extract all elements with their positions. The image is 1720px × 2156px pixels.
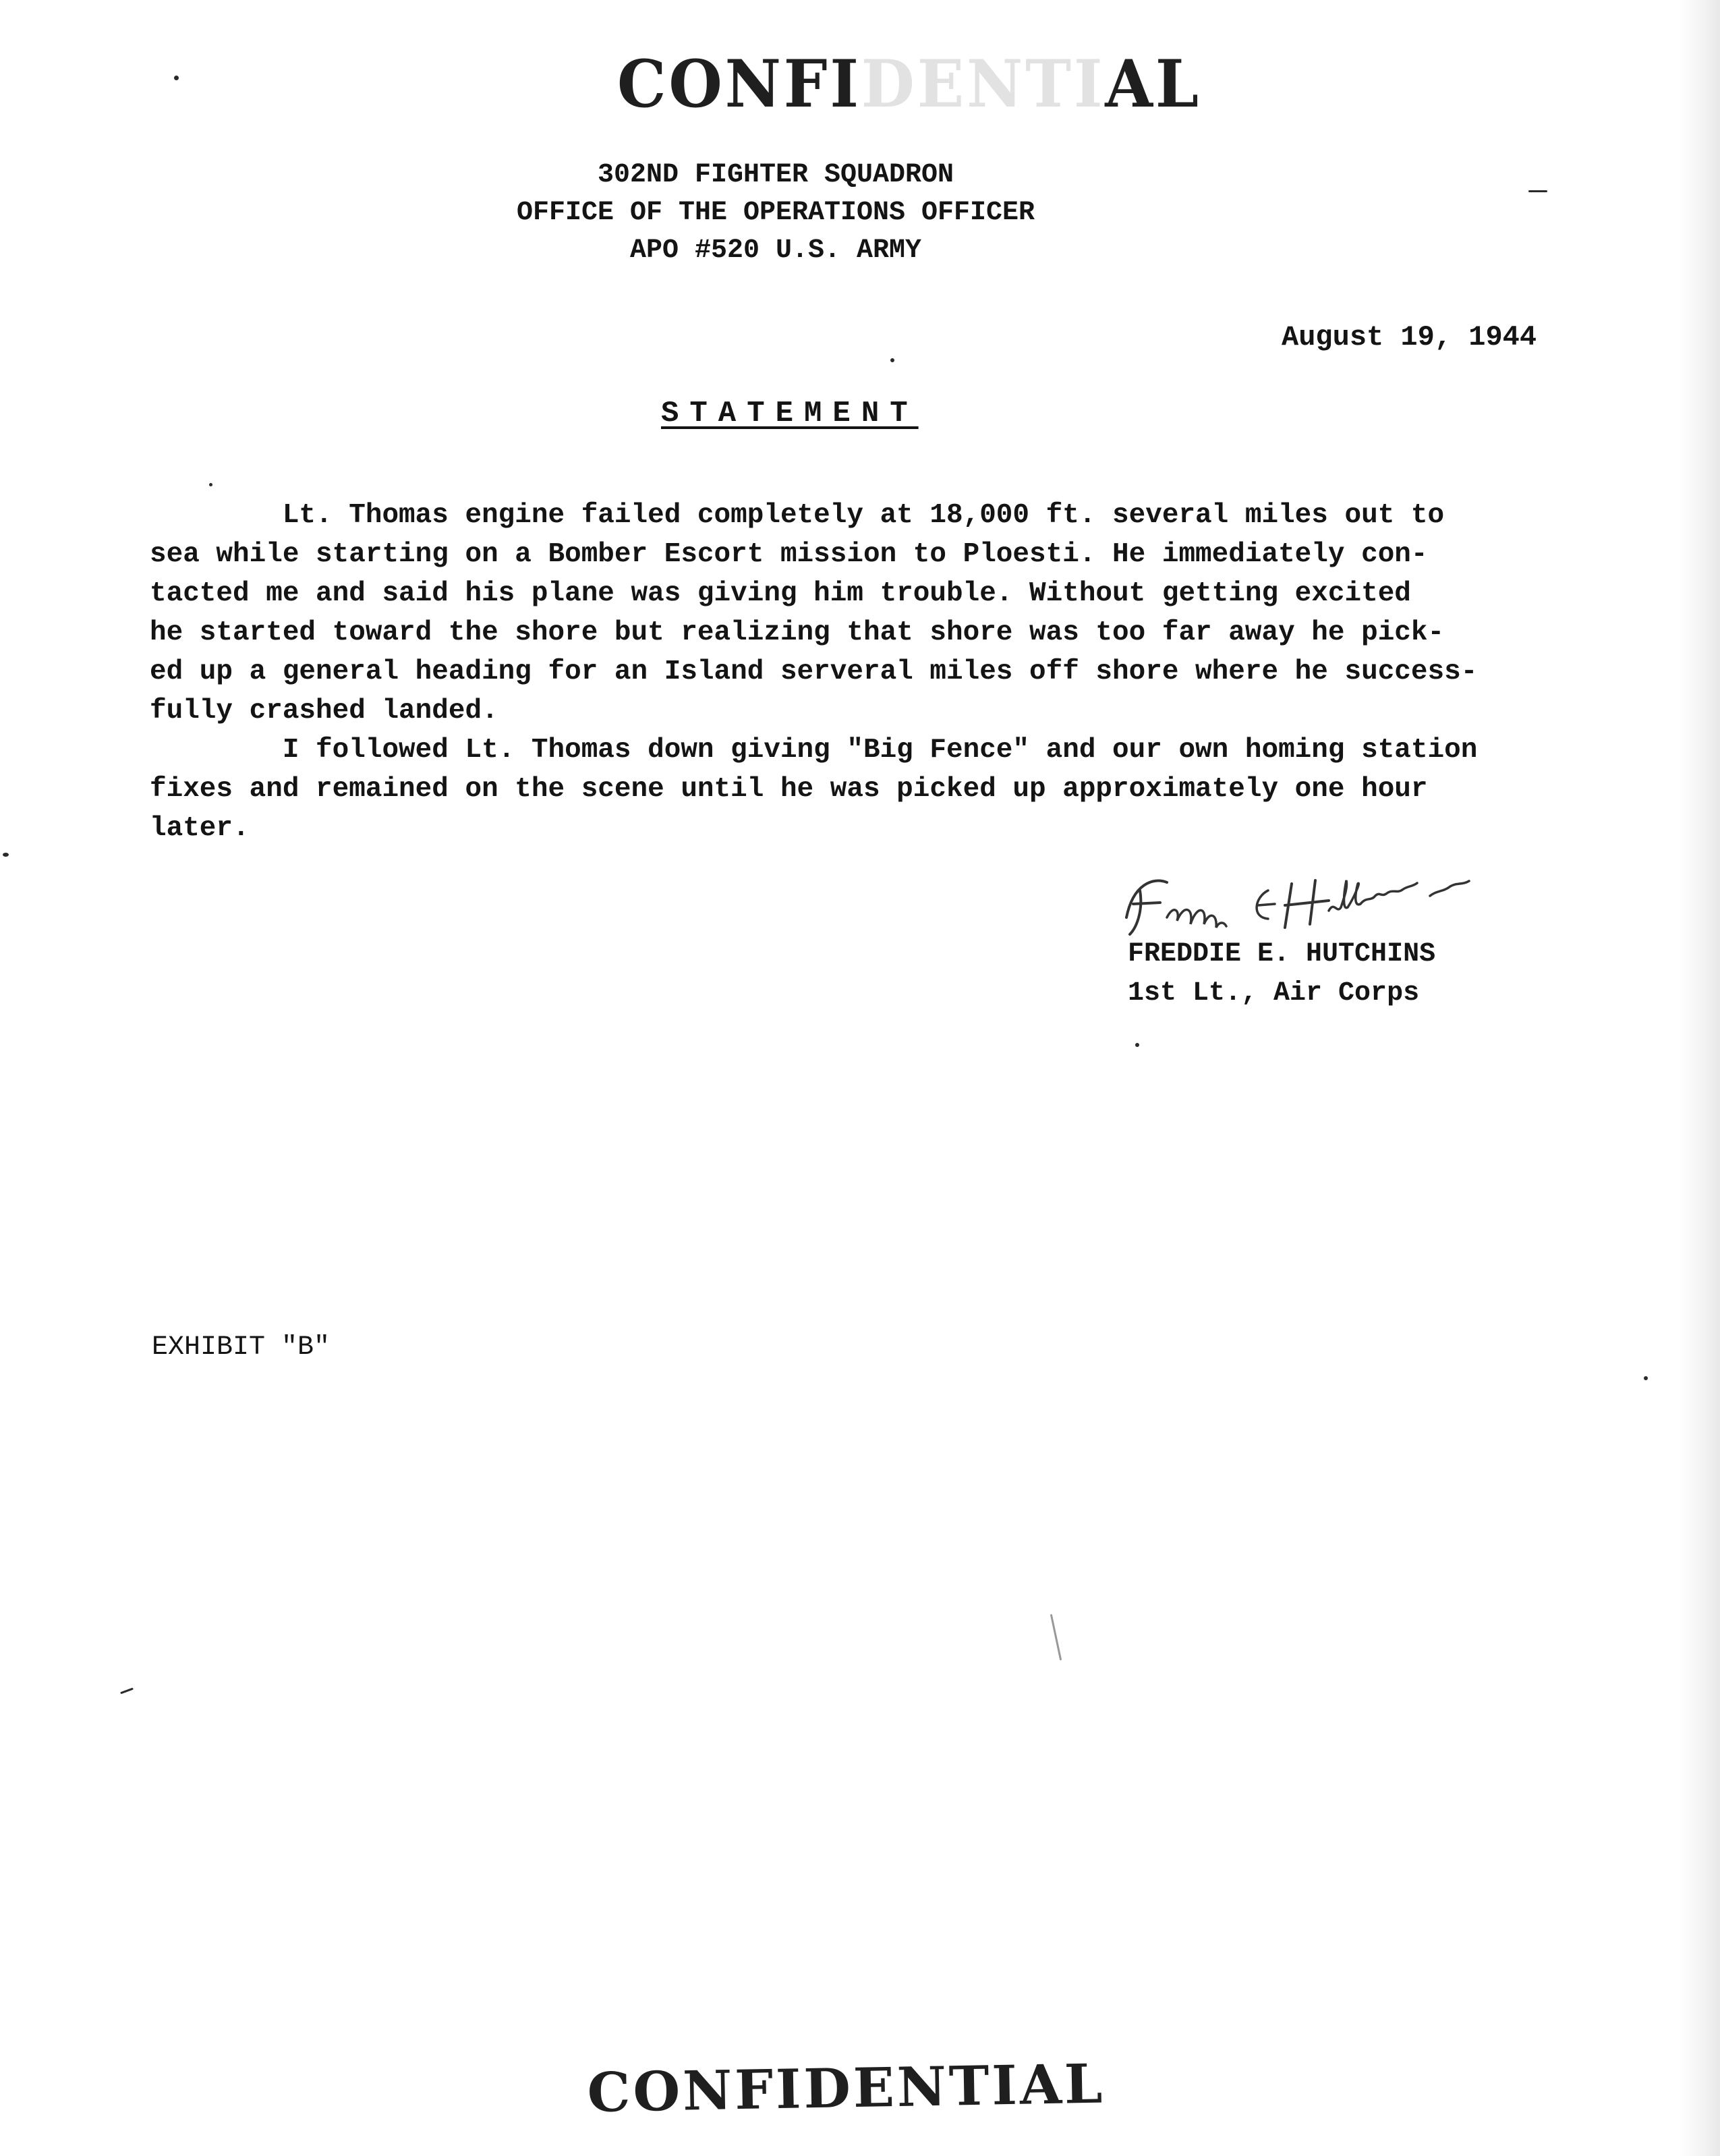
signer-name: FREDDIE E. HUTCHINS xyxy=(1128,939,1436,969)
scan-speck xyxy=(209,483,212,486)
body-line: later. xyxy=(150,813,250,844)
scan-speck xyxy=(3,853,9,857)
statement-body xyxy=(150,496,1600,848)
body-line: fully crashed landed. xyxy=(150,696,498,727)
confidential-stamp-top xyxy=(617,46,1201,122)
page-edge-shadow xyxy=(1680,0,1720,2156)
body-line: tacted me and said his plane was giving him trouble. Without getting excited xyxy=(150,578,1411,609)
stamp-top-faded: DENTI xyxy=(861,46,1106,122)
scan-speck xyxy=(1135,1043,1139,1047)
body-line: he started toward the shore but realizing that shore was too far away he pick- xyxy=(150,617,1445,648)
letterhead xyxy=(432,157,1120,270)
document-date: August 19, 1944 xyxy=(1282,321,1537,353)
scan-speck xyxy=(120,1688,134,1695)
body-line: Lt. Thomas engine failed completely at 18,000 ft. several miles out to xyxy=(150,500,1445,531)
letterhead-address: APO #520 U.S. ARMY xyxy=(629,235,922,266)
stamp-top-part2: AL xyxy=(1105,46,1201,122)
stamp-top-part1: CONFI xyxy=(617,46,861,122)
scan-speck xyxy=(174,76,179,80)
body-line: fixes and remained on the scene until he was picked up approximately one hour xyxy=(150,774,1428,805)
body-line: ed up a general heading for an Island serveral miles off shore where he success- xyxy=(150,656,1478,687)
body-line: I followed Lt. Thomas down giving "Big Fence" and our own homing station xyxy=(150,735,1478,766)
scan-speck xyxy=(1050,1614,1062,1660)
exhibit-label: EXHIBIT "B" xyxy=(152,1332,331,1363)
handwritten-signature xyxy=(1113,870,1531,938)
body-line: sea while starting on a Bomber Escort mission to Ploesti. He immediately con- xyxy=(150,539,1428,570)
scan-speck xyxy=(1528,190,1547,192)
scan-speck xyxy=(890,358,894,362)
signature-block xyxy=(1128,935,1435,1013)
statement-title: STATEMENT xyxy=(661,397,919,430)
signer-rank: 1st Lt., Air Corps xyxy=(1128,978,1420,1009)
scan-speck xyxy=(1644,1376,1648,1380)
letterhead-unit: 302ND FIGHTER SQUADRON xyxy=(597,160,954,190)
confidential-stamp-bottom: CONFIDENTIAL xyxy=(587,2051,1106,2124)
letterhead-office: OFFICE OF THE OPERATIONS OFFICER xyxy=(516,198,1035,228)
